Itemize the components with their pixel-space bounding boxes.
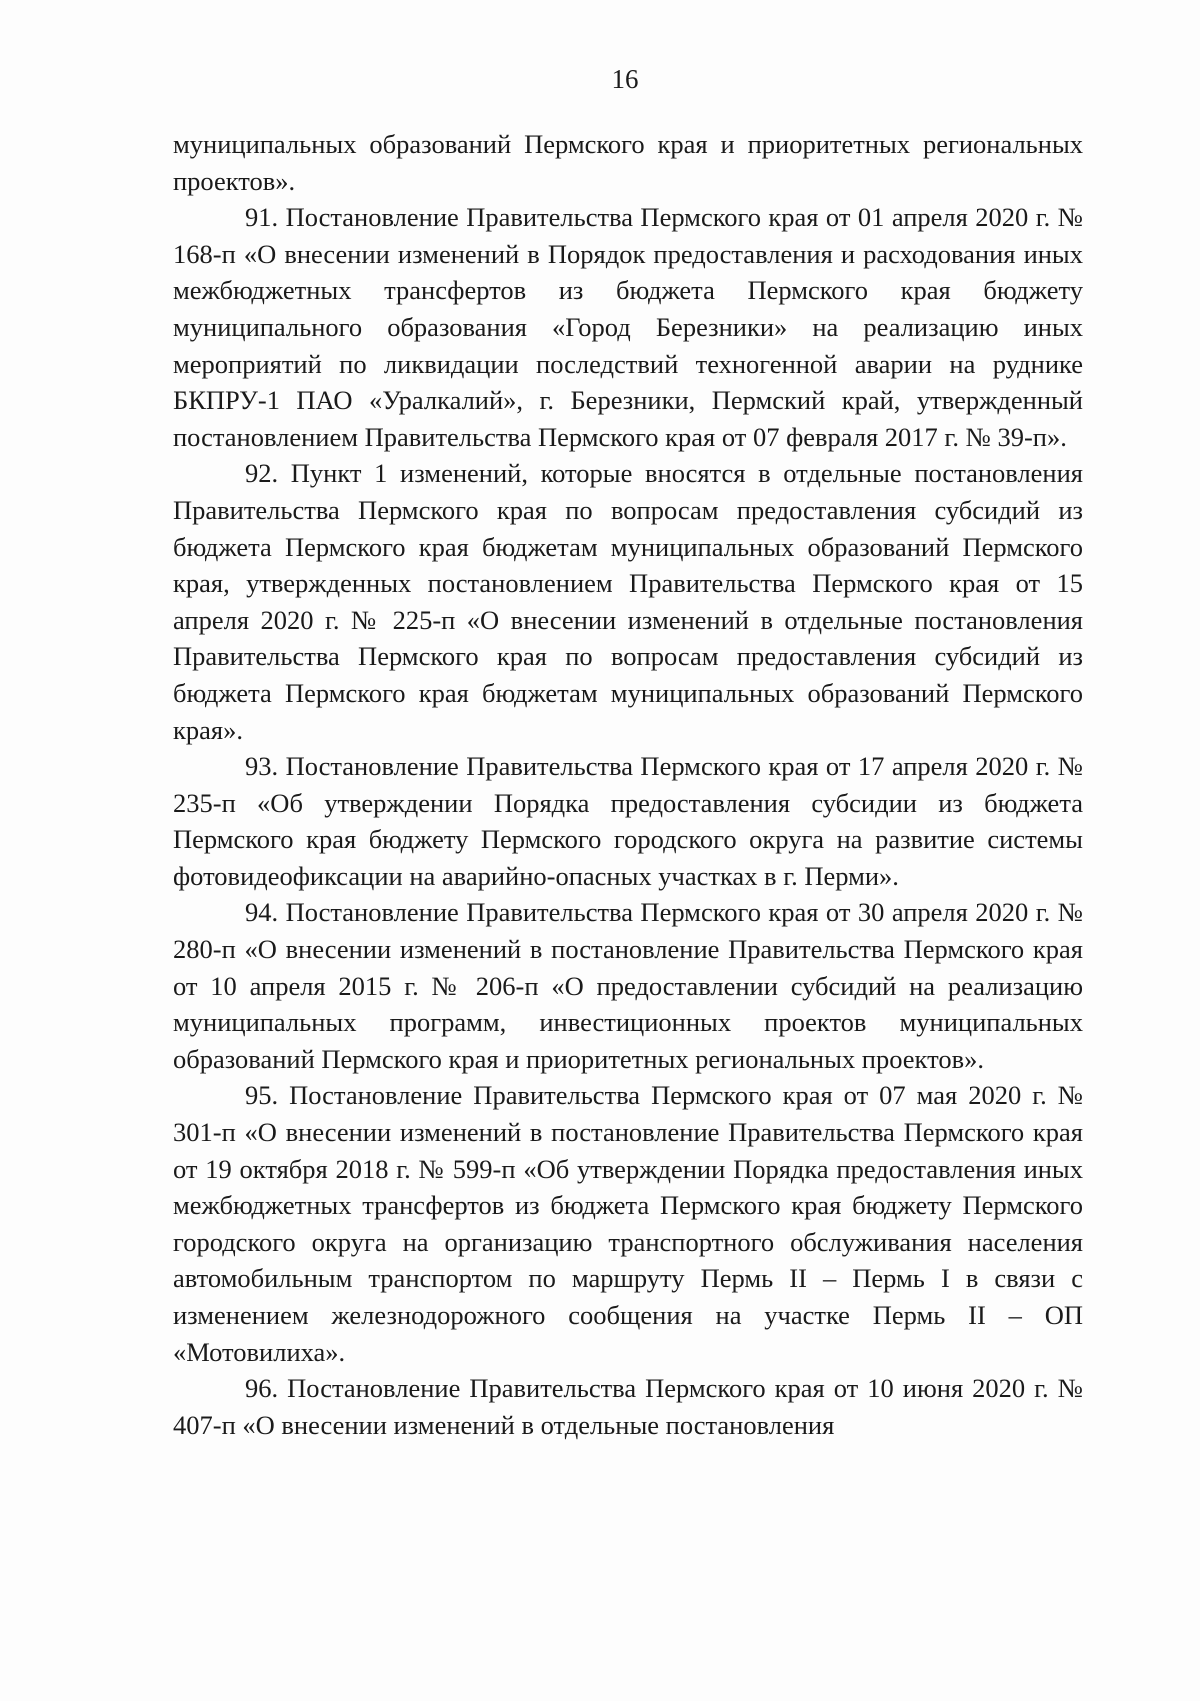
- paragraph-item-95: 95. Постановление Правительства Пермского края от 07 мая 2020 г. № 301-п «О внесении изменений в постановление Правительства Пермского края от 19 октября 2018 г. № 599-п «Об утверждении Порядка предоставления иных межбюджетных трансфертов из бюджета Пермского края бюджету Пермского городского округа на организацию транспортного обслуживания населения автомобильным транспортом по маршруту Пермь II – Пермь I в связи с изменением железнодорожного сообщения на участке Пермь II – ОП «Мотовилиха».: [173, 1080, 1083, 1367]
- page-number: 16: [611, 64, 639, 94]
- paragraph-item-91: 91. Постановление Правительства Пермского края от 01 апреля 2020 г. № 168-п «О внесении изменений в Порядок предоставления и расходования иных межбюджетных трансфертов из бюджета Пермского края бюджету муниципального образования «Город Березники» на реализацию иных мероприятий по ликвидации последствий техногенной аварии на руднике БКПРУ-1 ПАО «Уралкалий», г. Березники, Пермский край, утвержденный постановлением Правительства Пермского края от 07 февраля 2017 г. № 39-п».: [173, 202, 1083, 452]
- paragraph-item-96: 96. Постановление Правительства Пермского края от 10 июня 2020 г. № 407-п «О внесении изменений в отдельные постановления: [173, 1373, 1083, 1440]
- paragraph-item-93: 93. Постановление Правительства Пермского края от 17 апреля 2020 г. № 235-п «Об утверждении Порядка предоставления субсидии из бюджета Пермского края бюджету Пермского городского округа на развитие системы фотовидеофиксации на аварийно-опасных участках в г. Перми».: [173, 751, 1083, 891]
- paragraph-item-94: 94. Постановление Правительства Пермского края от 30 апреля 2020 г. № 280-п «О внесении изменений в постановление Правительства Пермского края от 10 апреля 2015 г. № 206-п «О предоставлении субсидий на реализацию муниципальных программ, инвестиционных проектов муниципальных образований Пермского края и приоритетных региональных проектов».: [173, 897, 1083, 1074]
- document-body: [173, 126, 1083, 1443]
- paragraph-item-92: 92. Пункт 1 изменений, которые вносятся в отдельные постановления Правительства Пермского края по вопросам предоставления субсидий из бюджета Пермского края бюджетам муниципальных образований Пермского края, утвержденных постановлением Правительства Пермского края от 15 апреля 2020 г. № 225-п «О внесении изменений в отдельные постановления Правительства Пермского края по вопросам предоставления субсидий из бюджета Пермского края бюджетам муниципальных образований Пермского края».: [173, 458, 1083, 745]
- paragraph-continuation: муниципальных образований Пермского края и приоритетных региональных проектов».: [173, 129, 1083, 196]
